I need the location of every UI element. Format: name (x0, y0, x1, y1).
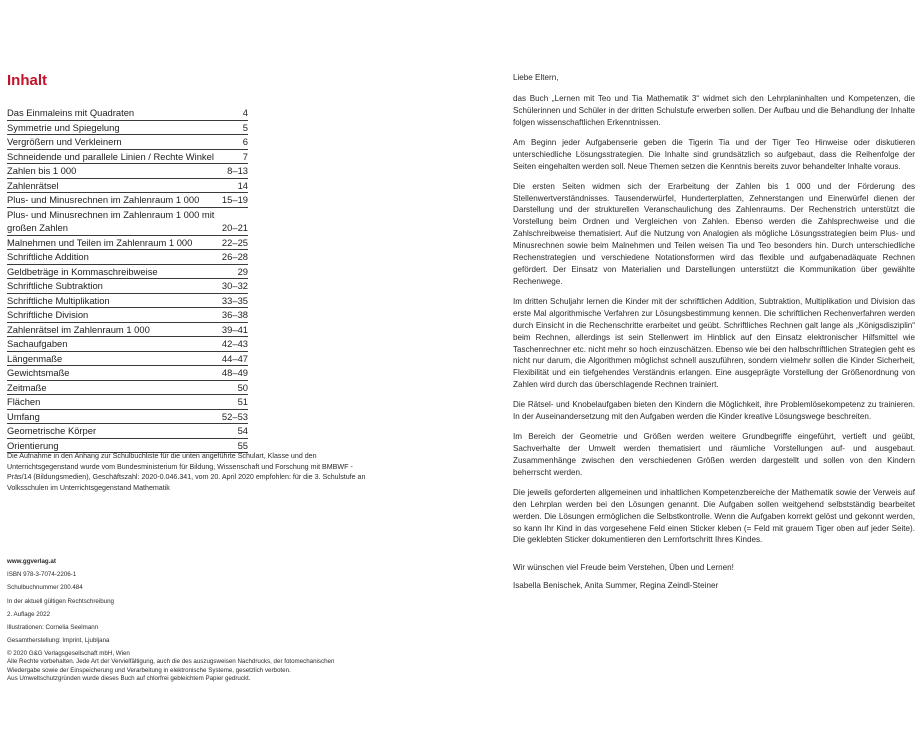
toc-entry-title: Flächen (7, 396, 41, 407)
toc-entry-title: Schriftliche Division (7, 309, 89, 320)
toc-entry-page: 15–19 (221, 194, 248, 205)
rights-line-3: Aus Umweltschutzgründen wurde dieses Buch auf chlorfrei gebleichtem Papier gedruckt. (7, 674, 251, 682)
toc-entry-page: 5 (242, 121, 248, 133)
toc-entry-page: 39–41 (221, 323, 248, 335)
toc-entry (7, 308, 248, 323)
toc-entry-page: 36–38 (221, 309, 248, 320)
letter-paragraph: Die Rätsel- und Knobelaufgaben bieten den Kindern die Möglichkeit, ihre Problemlösekompetenz zu trainieren. In der Auseinandersetzung mit den Aufgaben werden die Kinder kreative Lösungswege beschreiten. (513, 400, 915, 422)
toc-entry-title: Zahlenrätsel (7, 179, 59, 191)
toc-entry-title: Längenmaße (7, 352, 63, 364)
toc-entry (7, 150, 248, 165)
toc-entry (7, 424, 248, 439)
toc-entry (7, 410, 248, 425)
illustrations-credit: Illustrationen: Cornelia Seelmann (7, 623, 99, 631)
letter-paragraph: Die ersten Seiten widmen sich der Erarbeitung der Zahlen bis 1 000 und der Förderung des Stellenwertverständnisses. Tausenderwürfel, Hunderterplatten, Zehnerstangen und Einerwürfel dienen der Darstellung und der strukturellen Veranschaulichung des Zahlenraums. Der Rechenstrich unterstützt die Vorstellung beim Ordnen und Vergleichen von Zahlen. Ebenso werden die Zahlsprechweise und die Zahlschreibweise thematisiert. Auf die Nutzung von Analogien als mögliche Lösungsstrategien beim Plus- und Minusrechnen sowie beim Malnehmen und Teilen weisen Tia und Teo besonders hin. Durch unterschiedliche Rechenstrategien und verschiedene Notationsformen wird das flexible und aufgabenadäquate Rechnen gefördert. Der Einsatz von Materialien und Darstellungen unterstützt die Kommunikation über gewählte Rechenwege. (513, 181, 915, 286)
letter-to-parents (513, 72, 915, 591)
toc-entry-page: 33–35 (221, 294, 248, 306)
toc-entry-title: Plus- und Minusrechnen im Zahlenraum 1 000 (7, 194, 200, 205)
production-credit: Gesamtherstellung: Imprint, Ljubljana (7, 637, 110, 645)
toc-entry-title: Schriftliche Multiplikation (7, 294, 110, 306)
toc-entry-page: 50 (237, 381, 248, 393)
toc-entry-page: 4 (242, 107, 248, 118)
toc-heading: Inhalt (7, 72, 47, 89)
approval-notice: Die Aufnahme in den Anhang zur Schulbuchliste für die unten angeführte Schulart, Klasse und den Unterrichtsgegenstand wurde vom Bundesministerium für Bildung, Wissenschaft und Forschung mit BMBWF - Präs/14 (Bildungsmedien), Geschäftszahl: 2020-0.046.341, vom 20. April 2020 empfohlen: für die 3. Schulstufe an Volksschulen im Unterrichtsgegenstand Mathematik (7, 452, 366, 492)
toc-entry-page: 42–43 (221, 338, 248, 349)
letter-paragraph: Am Beginn jeder Aufgabenserie geben die Tigerin Tia und der Tiger Teo Hinweise oder diskutieren unterschiedliche Lösungsstrategien. Die Inhalte sind grundsätzlich so aufgebaut, dass die Reihenfolge der Seiten eingehalten werden soll. Neue Themen setzen die Kenntnis bereits zuvor behandelter Inhalte voraus. (513, 137, 915, 171)
letter-paragraph: Im Bereich der Geometrie und Größen werden weitere Grundbegriffe eingeführt, vertieft und geübt, Sachverhalte der Umwelt werden thematisiert und räumliche Vorstellungen auf- und ausgebaut. Zusammenhänge zwischen den verschiedenen Größen werden dargestellt und sollen von den Kindern beherrscht werden. (513, 432, 915, 477)
toc-entry-page: 26–28 (221, 251, 248, 262)
toc-entry-title: Zahlen bis 1 000 (7, 165, 77, 176)
copyright: © 2020 G&G Verlagsgesellschaft mbH, Wien (7, 650, 130, 658)
toc-entry (7, 179, 248, 194)
toc-entry (7, 164, 248, 179)
toc-entry (7, 279, 248, 294)
toc-entry-page: 22–25 (221, 236, 248, 248)
letter-paragraph: das Buch „Lernen mit Teo und Tia Mathematik 3“ widmet sich den Lehrplaninhalten und Kompetenzen, die Schülerinnen und Schüler in der dritten Schulstufe erwerben sollen. Der Aufbau und die Behandlung der Inhalte folgen wissenschaftlichen Erkenntnissen. (513, 94, 915, 127)
closing-line: Wir wünschen viel Freude beim Verstehen, Üben und Lernen! (513, 563, 734, 573)
authors: Isabella Benischek, Anita Summer, Regina Zeindl-Steiner (513, 581, 719, 591)
toc-entry (7, 294, 248, 309)
toc-entry-page: 20–21 (221, 222, 248, 233)
toc-entry-title: Geometrische Körper (7, 425, 97, 436)
toc-entry (7, 121, 248, 136)
toc-entry-page: 54 (237, 425, 248, 436)
toc-entry-title: Zahlenrätsel im Zahlenraum 1 000 (7, 323, 150, 335)
toc-entry-title: Symmetrie und Spiegelung (7, 121, 120, 133)
toc-entry-page: 44–47 (221, 352, 248, 364)
toc-entry (7, 193, 248, 208)
salutation: Liebe Eltern, (513, 73, 559, 82)
toc-entry (7, 352, 248, 367)
toc-entry (7, 250, 248, 265)
toc-entry-title: Orientierung (7, 439, 59, 451)
toc-entry-title: Gewichtsmaße (7, 367, 70, 378)
toc-entry (7, 366, 248, 381)
spelling-note: In der aktuell gültigen Rechtschreibung (7, 597, 114, 605)
publisher-website: www.ggverlag.at (7, 558, 56, 565)
table-of-contents (7, 106, 248, 453)
toc-entry-page: 52–53 (221, 410, 248, 422)
toc-entry-title: Plus- und Minusrechnen im Zahlenraum 1 000 mit großen Zahlen (7, 208, 215, 233)
letter-paragraph: Im dritten Schuljahr lernen die Kinder mit der schriftlichen Addition, Subtraktion, Multiplikation und Division das erste Mal algorithmische Verfahren zur Lösungsbestimmung kennen. Die schriftlichen Rechenverfahren werden durch Einsicht in die Rechenschritte erarbeitet und geübt. Schriftliches Rechnen galt lange als „Königsdisziplin“ beim Rechnen, allerdings ist sein Stellenwert im Hinblick auf den Einsatz elektronischer Hilfsmittel wie Taschenrechner etc. nicht mehr so hoch einzuschätzen. Ebenso wie bei den halbschriftlichen Strategien geht es nicht nur darum, die Algorithmen möglichst schnell auszuführen, sondern vielmehr sollen die Kinder Sicherheit, Flexibilität und ein tiefgehendes Verständnis erlangen. Eine ausgeprägte Vorstellung der Größenordnung von Zahlen wird durch das überschlagende Rechnen trainiert. (513, 296, 915, 390)
toc-entry (7, 395, 248, 410)
toc-entry-title: Geldbeträge in Kommaschreibweise (7, 265, 158, 277)
toc-entry-page: 6 (242, 136, 248, 147)
toc-entry-page: 51 (237, 396, 248, 407)
toc-entry (7, 208, 248, 236)
toc-entry-page: 8–13 (227, 165, 248, 176)
toc-entry-page: 55 (237, 439, 248, 451)
toc-entry (7, 381, 248, 396)
toc-entry (7, 265, 248, 280)
toc-entry (7, 337, 248, 352)
left-page (0, 0, 460, 736)
toc-entry-title: Das Einmaleins mit Quadraten (7, 107, 135, 118)
toc-entry-page: 48–49 (221, 367, 248, 378)
rights-line-1: Alle Rechte vorbehalten. Jede Art der Vervielfältigung, auch die des auszugsweisen Nachdrucks, der fotomechanischen (7, 658, 335, 666)
edition: 2. Auflage 2022 (7, 610, 51, 618)
imprint (7, 558, 337, 683)
toc-entry-page: 30–32 (221, 280, 248, 291)
toc-entry-page: 14 (237, 179, 248, 191)
rights-line-2: Wiedergabe sowie der Einspeicherung und Verarbeitung in elektronische Systeme, gesetzlich verboten. (7, 666, 291, 674)
toc-entry (7, 323, 248, 338)
toc-entry-title: Schriftliche Addition (7, 251, 89, 262)
toc-entry-title: Vergrößern und Verkleinern (7, 136, 122, 147)
isbn: ISBN 978-3-7074-2206-1 (7, 571, 77, 579)
toc-entry (7, 135, 248, 150)
toc-entry (7, 236, 248, 251)
toc-entry-title: Zeitmaße (7, 381, 47, 393)
letter-paragraph: Die jeweils geforderten allgemeinen und inhaltlichen Kompetenzbereiche der Mathematik sowie der Verweis auf den Lehrplan werden bei den Lösungen genannt. Die Aufgaben sollen weitgehend selbstständig bearbeitet werden. Die Lösungen ermöglichen die Selbstkontrolle. Wenn die Aufgaben korrekt gelöst und gekonnt werden, so kann Ihr Kind in das vorgesehene Feld einen Sticker kleben (= Feld mit grauem Tiger oben auf jeder Seite). Die geklebten Sticker dokumentieren den Lernfortschritt Ihres Kindes. (513, 487, 915, 545)
toc-entry-title: Malnehmen und Teilen im Zahlenraum 1 000 (7, 236, 193, 248)
toc-entry-title: Schriftliche Subtraktion (7, 280, 103, 291)
toc-entry-page: 7 (242, 150, 248, 162)
right-page (460, 0, 921, 736)
school-book-number: Schulbuchnummer 200.484 (7, 584, 83, 592)
toc-entry-title: Sachaufgaben (7, 338, 68, 349)
toc-entry (7, 106, 248, 121)
toc-entry-title: Umfang (7, 410, 40, 422)
toc-entry-page: 29 (237, 265, 248, 277)
toc-entry-title: Schneidende und parallele Linien / Rechte Winkel (7, 150, 214, 162)
